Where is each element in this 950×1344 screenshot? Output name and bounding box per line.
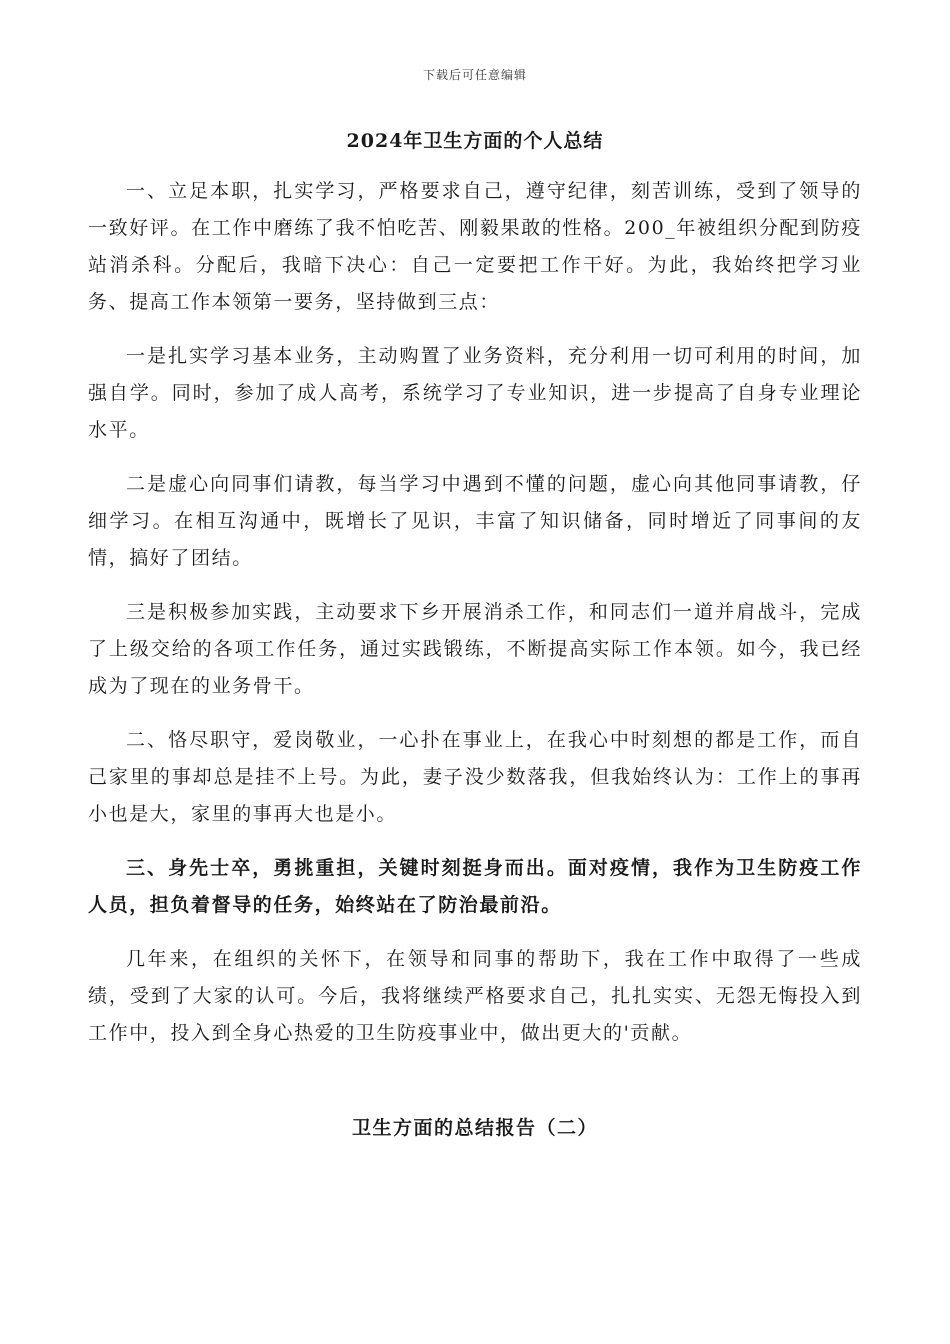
- document-body: [88, 173, 862, 1069]
- paragraph-7: 几年来，在组织的关怀下，在领导和同事的帮助下，我在工作中取得了一些成绩，受到了大家的认可。今后，我将继续严格要求自己，扎扎实实、无怨无悔投入到工作中，投入到全身心热爱的卫生防疫事业中，做出更大的'贡献。: [88, 948, 862, 1044]
- paragraph-1: 一、立足本职，扎实学习，严格要求自己，遵守纪律，刻苦训练，受到了领导的一致好评。在工作中磨练了我不怕吃苦、刚毅果敢的性格。200_年被组织分配到防疫站消杀科。分配后，我暗下决心：自己一定要把工作干好。为此，我始终把学习业务、提高工作本领第一要务，坚持做到三点：: [88, 180, 862, 313]
- document-title: 2024年卫生方面的个人总结: [346, 130, 604, 152]
- paragraph-4: 三是积极参加实践，主动要求下乡开展消杀工作，和同志们一道并肩战斗，完成了上级交给的各项工作任务，通过实践锻练，不断提高实际工作本领。如今，我已经成为了现在的业务骨干。: [88, 601, 862, 697]
- paragraph-5: 二、恪尽职守，爱岗敬业，一心扑在事业上，在我心中时刻想的都是工作，而自己家里的事却总是挂不上号。为此，妻子没少数落我，但我始终认为：工作上的事再小也是大，家里的事再大也是小。: [88, 729, 862, 825]
- header-note: 下载后可任意编辑: [422, 68, 527, 82]
- paragraph-2: 一是扎实学习基本业务，主动购置了业务资料，充分利用一切可利用的时间，加强自学。同时，参加了成人高考，系统学习了专业知识，进一步提高了自身专业理论水平。: [88, 345, 862, 441]
- section-subtitle: 卫生方面的总结报告（二）: [351, 1117, 598, 1139]
- paragraph-3: 二是虚心向同事们请教，每当学习中遇到不懂的问题，虚心向其他同事请教，仔细学习。在相互沟通中，既增长了见识，丰富了知识储备，同时增近了同事间的友情，搞好了团结。: [88, 473, 862, 569]
- paragraph-6-bold: 三、身先士卒，勇挑重担，关键时刻挺身而出。面对疫情，我作为卫生防疫工作人员，担负着督导的任务，始终站在了防治最前沿。: [88, 857, 862, 916]
